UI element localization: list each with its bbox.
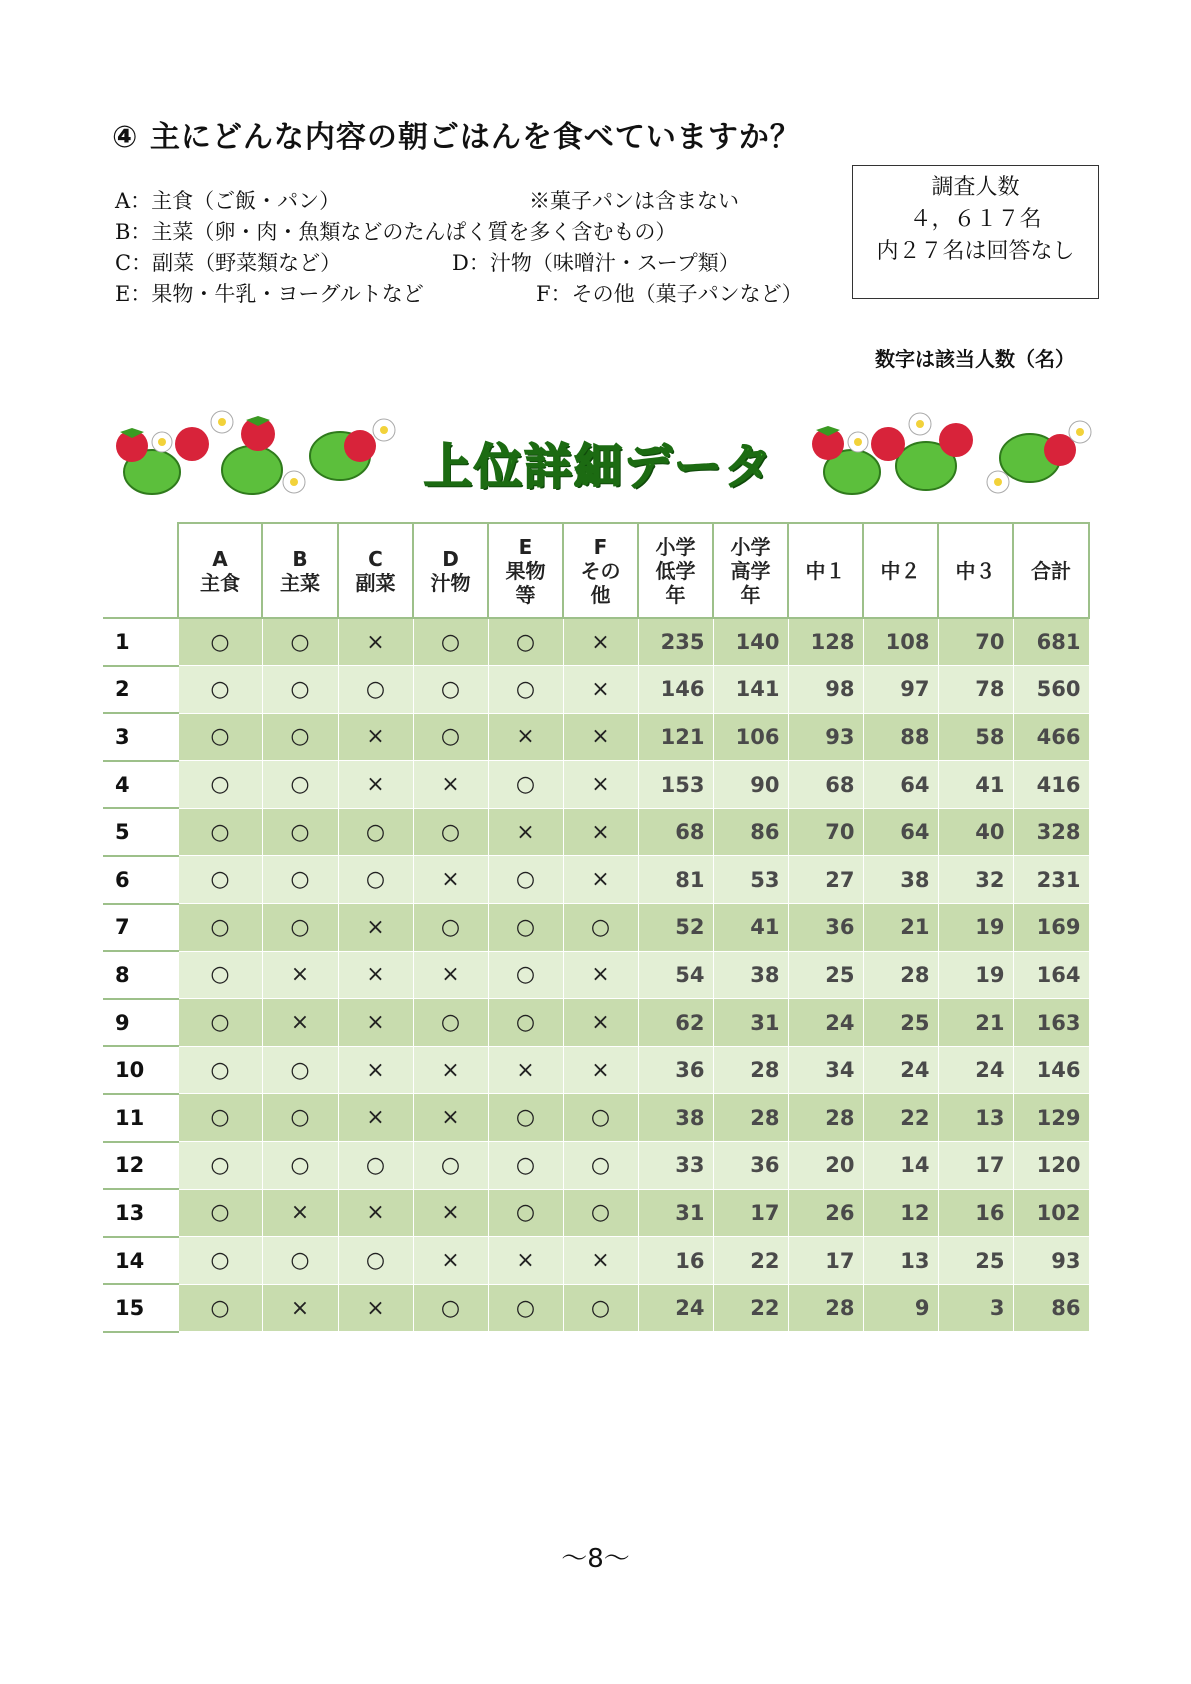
rank-label: 1 [103,618,178,666]
total-count-cell: 93 [1013,1237,1089,1285]
count-cell: 97 [863,666,938,714]
count-cell: 140 [713,618,788,666]
category-mark-cell: ○ [413,1142,488,1190]
count-cell: 58 [938,713,1013,761]
count-cell: 19 [938,904,1013,952]
count-cell: 9 [863,1284,938,1332]
count-cell: 62 [638,999,713,1047]
category-mark-cell: ○ [563,1284,638,1332]
category-mark-cell: ○ [413,1284,488,1332]
header-d [413,523,488,618]
header-line: その [580,558,621,583]
total-count-cell: 466 [1013,713,1089,761]
category-mark-cell: ○ [262,1237,338,1285]
count-cell: 108 [863,618,938,666]
count-cell: 25 [788,951,863,999]
rank-label: 14 [103,1237,178,1285]
count-cell: 28 [788,1094,863,1142]
header-line: 中２ [880,558,921,583]
count-cell: 70 [938,618,1013,666]
count-cell: 24 [938,1046,1013,1094]
count-cell: 13 [863,1237,938,1285]
question-heading: ④ 主にどんな内容の朝ごはんを食べていますか？ [112,120,801,155]
header-line: 年 [665,582,686,607]
header-line: 等 [515,582,536,607]
count-cell: 38 [713,951,788,999]
count-cell: 14 [863,1142,938,1190]
category-mark-cell: ○ [338,1142,413,1190]
count-cell: 31 [713,999,788,1047]
category-mark-cell: ○ [563,1142,638,1190]
count-cell: 38 [863,856,938,904]
count-cell: 235 [638,618,713,666]
category-mark-cell: ○ [178,808,262,856]
legend-a: A：主食（ご飯・パン） [115,189,341,213]
category-mark-cell: ○ [178,761,262,809]
count-cell: 64 [863,761,938,809]
category-mark-cell: ○ [262,713,338,761]
count-cell: 13 [938,1094,1013,1142]
count-cell: 90 [713,761,788,809]
category-mark-cell: × [413,1046,488,1094]
category-mark-cell: ○ [338,856,413,904]
header-line: 年 [740,582,761,607]
count-cell: 78 [938,666,1013,714]
table-body [103,618,1089,1332]
category-mark-cell: × [563,666,638,714]
category-mark-cell: × [563,856,638,904]
count-cell: 32 [938,856,1013,904]
count-cell: 16 [638,1237,713,1285]
table-row [103,1237,1089,1285]
category-mark-cell: ○ [563,1094,638,1142]
count-cell: 3 [938,1284,1013,1332]
count-cell: 28 [713,1094,788,1142]
header-line: 他 [590,582,611,607]
category-mark-cell: ○ [178,666,262,714]
count-cell: 121 [638,713,713,761]
category-mark-cell: ○ [488,1094,563,1142]
count-cell: 12 [863,1189,938,1237]
total-count-cell: 560 [1013,666,1089,714]
rank-label: 12 [103,1142,178,1190]
header-line: D [442,546,459,571]
count-cell: 41 [713,904,788,952]
category-mark-cell: ○ [262,856,338,904]
header-line: 主菜 [280,570,320,595]
count-cell: 17 [713,1189,788,1237]
table-header-row [103,523,1089,618]
legend-note: ※菓子パンは含まない [529,189,739,213]
header-line: 低学 [655,558,696,583]
rank-label: 8 [103,951,178,999]
category-mark-cell: ○ [178,713,262,761]
category-mark-cell: ○ [178,1046,262,1094]
category-mark-cell: × [488,808,563,856]
header-line: E [518,534,533,559]
count-cell: 28 [713,1046,788,1094]
category-mark-cell: ○ [178,856,262,904]
strawberry-decoration-right [808,410,1094,510]
category-mark-cell: ○ [413,713,488,761]
legend-f: F：その他（菓子パンなど） [536,282,803,306]
rank-label: 2 [103,666,178,714]
count-cell: 28 [863,951,938,999]
category-mark-cell: ○ [488,666,563,714]
category-mark-cell: ○ [262,808,338,856]
category-mark-cell: ○ [262,1094,338,1142]
unit-note: 数字は該当人数（名） [875,347,1075,371]
header-line: A [212,546,228,571]
header-line: C [368,546,383,571]
category-mark-cell: ○ [178,904,262,952]
count-cell: 21 [938,999,1013,1047]
category-mark-cell: × [563,808,638,856]
count-cell: 24 [788,999,863,1047]
count-cell: 22 [713,1284,788,1332]
table-row [103,1094,1089,1142]
category-mark-cell: ○ [488,999,563,1047]
category-mark-cell: × [563,1046,638,1094]
survey-title: 調査人数 [931,175,1020,200]
count-cell: 41 [938,761,1013,809]
header-corner [103,523,178,618]
header-line: F [593,534,608,559]
total-count-cell: 164 [1013,951,1089,999]
category-mark-cell: × [563,618,638,666]
total-count-cell: 328 [1013,808,1089,856]
category-mark-cell: × [413,1189,488,1237]
header-line: B [292,546,308,571]
category-mark-cell: ○ [488,618,563,666]
category-mark-cell: × [413,856,488,904]
category-mark-cell: ○ [338,666,413,714]
count-cell: 68 [638,808,713,856]
category-mark-cell: ○ [262,761,338,809]
header-line: 中１ [805,558,846,583]
count-cell: 53 [713,856,788,904]
count-cell: 86 [713,808,788,856]
count-cell: 68 [788,761,863,809]
category-mark-cell: × [563,999,638,1047]
rank-label: 13 [103,1189,178,1237]
total-count-cell: 102 [1013,1189,1089,1237]
category-mark-cell: ○ [262,618,338,666]
count-cell: 70 [788,808,863,856]
table-row [103,1046,1089,1094]
category-mark-cell: ○ [413,999,488,1047]
table-row [103,666,1089,714]
table-row [103,951,1089,999]
survey-count: ４，６１７名 [909,207,1042,232]
category-mark-cell: ○ [413,904,488,952]
header-b [262,523,338,618]
category-mark-cell: ○ [178,1094,262,1142]
table-row [103,999,1089,1047]
count-cell: 38 [638,1094,713,1142]
category-mark-cell: ○ [178,1189,262,1237]
table-row [103,618,1089,666]
count-cell: 153 [638,761,713,809]
category-mark-cell: ○ [488,761,563,809]
header-f [563,523,638,618]
category-mark-cell: × [413,1237,488,1285]
category-mark-cell: ○ [488,904,563,952]
category-mark-cell: ○ [178,1142,262,1190]
count-cell: 128 [788,618,863,666]
category-mark-cell: ○ [563,904,638,952]
count-cell: 88 [863,713,938,761]
header-line: 主食 [200,570,240,595]
total-count-cell: 169 [1013,904,1089,952]
category-mark-cell: × [338,999,413,1047]
category-mark-cell: ○ [338,1237,413,1285]
table-row [103,761,1089,809]
table-row [103,808,1089,856]
count-cell: 25 [938,1237,1013,1285]
category-mark-cell: × [262,999,338,1047]
category-mark-cell: ○ [178,1237,262,1285]
category-mark-cell: × [338,1189,413,1237]
banner-title: 上位詳細データ [424,439,775,495]
count-cell: 31 [638,1189,713,1237]
header-jh1 [788,523,863,618]
category-mark-cell: ○ [563,1189,638,1237]
category-mark-cell: ○ [488,951,563,999]
count-cell: 24 [638,1284,713,1332]
survey-count-box [852,165,1099,299]
table-row [103,904,1089,952]
rank-label: 5 [103,808,178,856]
count-cell: 17 [938,1142,1013,1190]
rank-label: 15 [103,1284,178,1332]
category-mark-cell: × [563,1237,638,1285]
count-cell: 22 [713,1237,788,1285]
rank-label: 9 [103,999,178,1047]
category-mark-cell: ○ [178,1284,262,1332]
category-mark-cell: × [262,951,338,999]
detail-data-table [103,522,1090,1333]
table-row [103,1142,1089,1190]
header-e [488,523,563,618]
category-mark-cell: ○ [488,1284,563,1332]
count-cell: 16 [938,1189,1013,1237]
count-cell: 20 [788,1142,863,1190]
total-count-cell: 231 [1013,856,1089,904]
header-jh3 [938,523,1013,618]
strawberry-decoration-left [112,410,398,510]
category-mark-cell: × [338,618,413,666]
total-count-cell: 681 [1013,618,1089,666]
count-cell: 36 [713,1142,788,1190]
category-mark-cell: × [338,1094,413,1142]
rank-label: 4 [103,761,178,809]
category-mark-cell: × [338,1046,413,1094]
count-cell: 25 [863,999,938,1047]
total-count-cell: 416 [1013,761,1089,809]
header-jh2 [863,523,938,618]
header-line: 小学 [730,534,771,559]
count-cell: 64 [863,808,938,856]
category-mark-cell: × [262,1189,338,1237]
category-mark-cell: × [338,904,413,952]
legend-c: C：副菜（野菜類など） [115,251,342,275]
count-cell: 36 [788,904,863,952]
count-cell: 106 [713,713,788,761]
category-mark-cell: × [413,761,488,809]
category-mark-cell: ○ [338,808,413,856]
total-count-cell: 120 [1013,1142,1089,1190]
category-mark-cell: × [563,761,638,809]
category-mark-cell: ○ [413,666,488,714]
header-total [1013,523,1089,618]
category-mark-cell: × [563,713,638,761]
header-line: 小学 [655,534,696,559]
table-row [103,1284,1089,1332]
category-mark-cell: × [413,951,488,999]
count-cell: 54 [638,951,713,999]
count-cell: 24 [863,1046,938,1094]
table-row [103,1189,1089,1237]
legend-b: B：主菜（卵・肉・魚類などのたんぱく質を多く含むもの） [115,220,677,244]
category-mark-cell: × [262,1284,338,1332]
count-cell: 33 [638,1142,713,1190]
header-line: 高学 [730,558,771,583]
category-mark-cell: ○ [488,1189,563,1237]
count-cell: 21 [863,904,938,952]
rank-label: 3 [103,713,178,761]
total-count-cell: 129 [1013,1094,1089,1142]
header-line: 汁物 [430,570,471,595]
category-mark-cell: × [338,761,413,809]
page-number: ～8～ [561,1544,630,1574]
category-mark-cell: × [338,951,413,999]
category-mark-cell: ○ [262,666,338,714]
category-mark-cell: × [563,951,638,999]
category-mark-cell: × [338,713,413,761]
legend-d: D：汁物（味噌汁・スープ類） [452,251,740,275]
table-row [103,713,1089,761]
total-count-cell: 163 [1013,999,1089,1047]
category-mark-cell: ○ [178,999,262,1047]
header-line: 果物 [505,558,546,583]
category-mark-cell: ○ [488,1142,563,1190]
category-mark-cell: ○ [178,618,262,666]
header-elem-lower [638,523,713,618]
header-line: 副菜 [355,570,396,595]
category-mark-cell: ○ [488,856,563,904]
category-mark-cell: ○ [262,904,338,952]
category-mark-cell: ○ [178,951,262,999]
count-cell: 93 [788,713,863,761]
count-cell: 81 [638,856,713,904]
category-mark-cell: ○ [262,1142,338,1190]
header-line: 合計 [1031,558,1071,583]
category-mark-cell: × [488,1046,563,1094]
count-cell: 22 [863,1094,938,1142]
count-cell: 36 [638,1046,713,1094]
rank-label: 10 [103,1046,178,1094]
count-cell: 17 [788,1237,863,1285]
count-cell: 28 [788,1284,863,1332]
count-cell: 19 [938,951,1013,999]
header-c [338,523,413,618]
legend-e: E：果物・牛乳・ヨーグルトなど [115,282,424,306]
count-cell: 27 [788,856,863,904]
header-elem-upper [713,523,788,618]
total-count-cell: 86 [1013,1284,1089,1332]
count-cell: 34 [788,1046,863,1094]
total-count-cell: 146 [1013,1046,1089,1094]
category-mark-cell: × [413,1094,488,1142]
count-cell: 146 [638,666,713,714]
header-line: 中３ [955,558,996,583]
rank-label: 7 [103,904,178,952]
table-row [103,856,1089,904]
rank-label: 6 [103,856,178,904]
category-mark-cell: × [488,713,563,761]
category-mark-cell: ○ [262,1046,338,1094]
category-mark-cell: ○ [413,808,488,856]
category-mark-cell: × [338,1284,413,1332]
count-cell: 141 [713,666,788,714]
count-cell: 98 [788,666,863,714]
category-mark-cell: ○ [413,618,488,666]
rank-label: 11 [103,1094,178,1142]
count-cell: 40 [938,808,1013,856]
category-mark-cell: × [488,1237,563,1285]
count-cell: 26 [788,1189,863,1237]
count-cell: 52 [638,904,713,952]
survey-note: 内２７名は回答なし [876,239,1075,264]
header-a [178,523,262,618]
